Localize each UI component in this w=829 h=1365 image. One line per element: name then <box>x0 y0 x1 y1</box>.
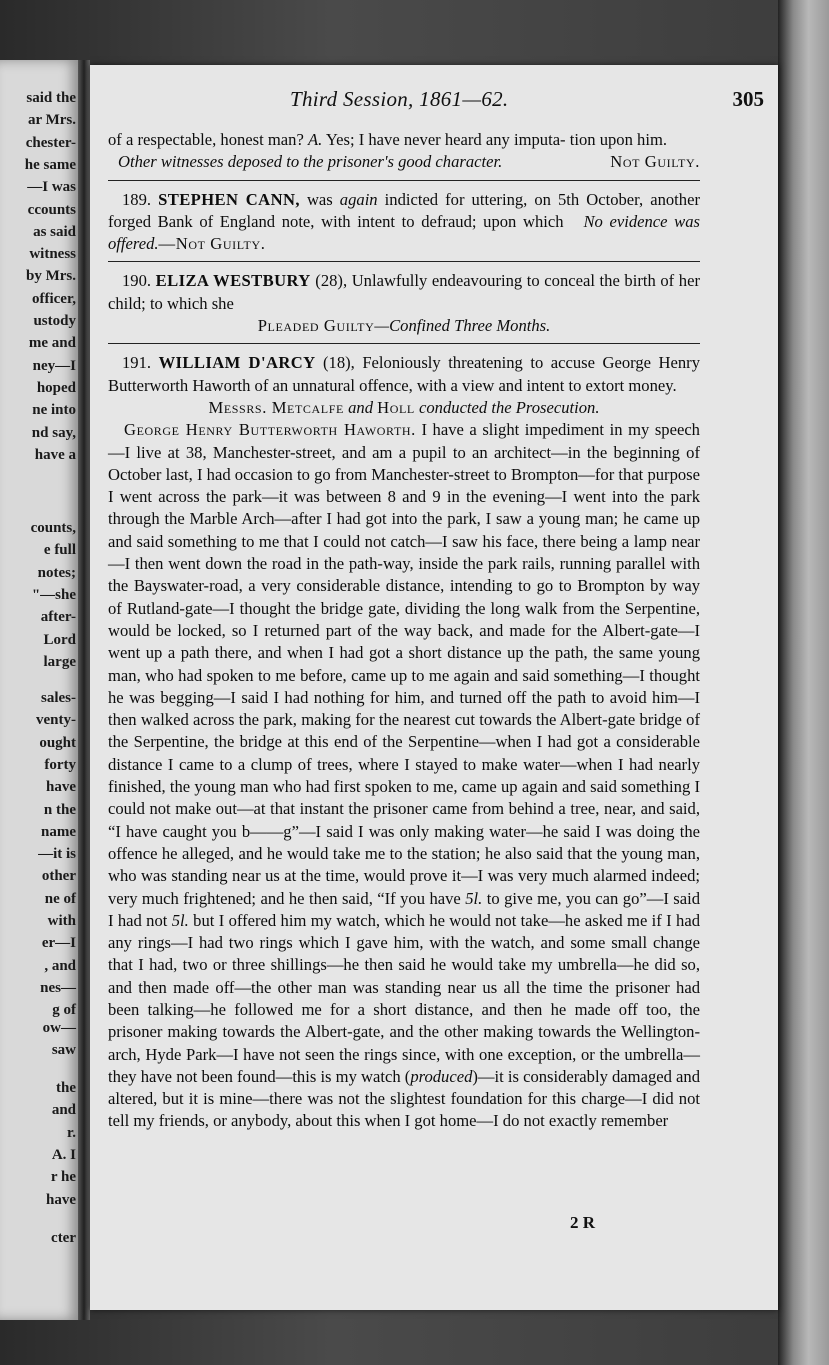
right-page-edge <box>778 0 829 1365</box>
page-header <box>90 87 778 117</box>
case-191: 191. WILLIAM D'ARCY (18), Feloniously threatening to accuse George Henry Butterworth Haworth of an unnatural offence, with a view and intent to extort money. <box>108 353 700 395</box>
left-page-text-fragment: ne of <box>44 890 76 907</box>
case-191-counsel: Messrs. Metcalfe and Holl conducted the Prosecution. <box>208 397 600 417</box>
left-page-text-fragment: n the <box>43 801 76 818</box>
left-page-text-fragment: by Mrs. <box>26 268 76 285</box>
book-page <box>90 65 778 1310</box>
left-page-edge <box>0 60 80 1320</box>
left-page-text-fragment: the <box>56 1080 76 1096</box>
left-page-text-fragment: ought <box>39 734 76 751</box>
left-page-text-fragment: er—I <box>41 935 76 952</box>
case-190-plea: Pleaded Guilty—Confined Three Months. <box>257 316 551 336</box>
left-page-text-fragment: notes; <box>37 564 76 581</box>
left-page-text-fragment: chester- <box>25 134 76 151</box>
case-divider <box>108 343 700 344</box>
left-page-text-fragment: as said <box>33 223 76 240</box>
case-189: 189. STEPHEN CANN, was again indicted for uttering, on 5th October, another forged Bank of England note, with intent to defraud; upon which No evidence was offered.—Not Guilty. <box>108 189 700 254</box>
left-page-text-fragment: ney—I <box>32 357 76 374</box>
left-page-text-fragment: sales- <box>41 690 76 706</box>
left-page-text-fragment: hoped <box>36 379 76 396</box>
left-page-text-fragment: nd say, <box>31 424 76 441</box>
left-page-text-fragment: g of <box>52 1002 76 1019</box>
left-page-text-fragment: —it is <box>38 846 76 863</box>
left-page-text-fragment: Lord <box>43 631 76 648</box>
left-page-text-fragment: witness <box>29 246 76 263</box>
left-page-text-fragment: ow— <box>42 1020 76 1036</box>
left-page-text-fragment: saw <box>51 1042 76 1059</box>
left-page-text-fragment: have <box>46 779 76 796</box>
left-page-text-fragment: "—she <box>31 586 76 603</box>
left-page-text-fragment: counts, <box>30 520 76 536</box>
case-divider <box>108 180 700 181</box>
book-gutter <box>78 60 90 1320</box>
left-page-text-fragment: , and <box>44 957 76 974</box>
left-page-text-fragment: venty- <box>36 712 76 729</box>
prev-case-verdict-line: Other witnesses deposed to the prisoner's good character. Not Guilty. <box>118 152 700 172</box>
left-page-text-fragment: after- <box>40 609 76 626</box>
signature-mark: 2 R <box>570 1213 596 1232</box>
left-page-text-fragment: large <box>43 653 76 670</box>
left-page-text-fragment: nes— <box>40 979 76 996</box>
running-head: Third Session, 1861—62. <box>290 87 509 111</box>
left-page-text-fragment: A. I <box>51 1146 76 1163</box>
left-page-text-fragment: r. <box>66 1124 76 1141</box>
left-page-text-fragment: ar Mrs. <box>27 112 76 129</box>
left-page-text-fragment: other <box>41 868 76 885</box>
left-page-text-fragment: me and <box>28 335 76 352</box>
left-page-text-fragment: cter <box>51 1230 76 1246</box>
left-page-text-fragment: he same <box>24 156 76 173</box>
left-page-text-fragment: e full <box>43 542 76 559</box>
prev-case-text: of a respectable, honest man? A. Yes; I have never heard any imputa- tion upon him. <box>108 130 668 149</box>
left-page-text-fragment: ne into <box>32 402 76 419</box>
left-page-text-fragment: have a <box>34 446 76 463</box>
left-page-text-fragment: said the <box>26 90 76 106</box>
case-divider <box>108 261 700 262</box>
left-page-text-fragment: and <box>51 1102 76 1119</box>
left-page-text-fragment: —I was <box>27 179 76 196</box>
page-body <box>108 129 700 1133</box>
left-page-text-fragment: officer, <box>31 290 76 307</box>
left-page-text-fragment: forty <box>44 756 76 773</box>
case-191-testimony: George Henry Butterworth Haworth. I have a slight impediment in my speech—I live at 38, Manchester-street, and am a pupil to an architect—in the beginning of October last, I had occasion to go from Manchester-street to Brompton—for that purpose I went across the park—it was between 8 and 9 in the evening—I went into the park through the Marble Arch—after I had got into the park, I saw a young man; he came up and said something to me that I could not catch—I saw his face, there being a lamp near—I then went down the road in the path-way, inside the park rails, running parallel with the Bayswater-road, a very considerable distance, intending to go to Brompton by way of Rutland-gate—I thought the bridge gate, dividing the long walk from the Serpentine, would be locked, so I returned part of the way back, and made for the Albert-gate—I went up a path there, and when I had got a short distance up the path, the same young man, who had spoken to me before, came up to me again and said something—I thought he was begging—I said I had nothing for him, and turned off the path to avoid him—I then walked across the park, making for the nearest cut towards the Albert-gate bridge of the Serpentine, the bridge at this end of the Serpentine—when I had got a considerable distance I came to a clump of trees, where I stayed to make water—when I had nearly finished, the young man who had first spoken to me, came up again and said something I could not make out—at that instant the prisoner came from behind a tree, near, and said, “I have caught you b——g”—I said I was only making water—he said I was doing the offence he alleged, and he would take me to the station; he also said that the young man, who was standing near us at the time, would prove it—I was very much alarmed indeed; very much frightened; and he then said, “If you have 5l. to give me, you can go”—I said I had not 5l. but I offered him my watch, which he would not take—he asked me if I had any rings—I had two rings which I gave him, with the watch, and some small change that I had, two or three shillings—he then said he would take my umbrella—he did so, and then made off—the other man was standing near us all the time the prisoner had been talking—he followed me for a short distance, and then he made off too, the prisoner making towards the Albert-gate, and the other making towards the Wellington-arch, Hyde Park—I have not seen the rings since, with one exception, or the umbrella—they have not been found—this is my watch (produced)—it is considerably damaged and altered, but it is mine—there was not the slightest foundation for this charge—I did not tell my friends, or anybody, about this when I got home—I do not exactly remember <box>108 420 701 1131</box>
left-page-text-fragment: ccounts <box>27 201 76 218</box>
left-page-text-fragment: have <box>46 1191 76 1208</box>
left-page-text-fragment: r he <box>50 1169 76 1186</box>
left-page-text-fragment: name <box>41 823 76 840</box>
left-page-text-fragment: ustody <box>33 313 76 329</box>
left-page-text-fragment: with <box>47 913 76 929</box>
case-190: 190. ELIZA WESTBURY (28), Unlawfully endeavouring to conceal the birth of her child; to which she <box>108 271 700 313</box>
page-number: 305 <box>732 87 764 111</box>
